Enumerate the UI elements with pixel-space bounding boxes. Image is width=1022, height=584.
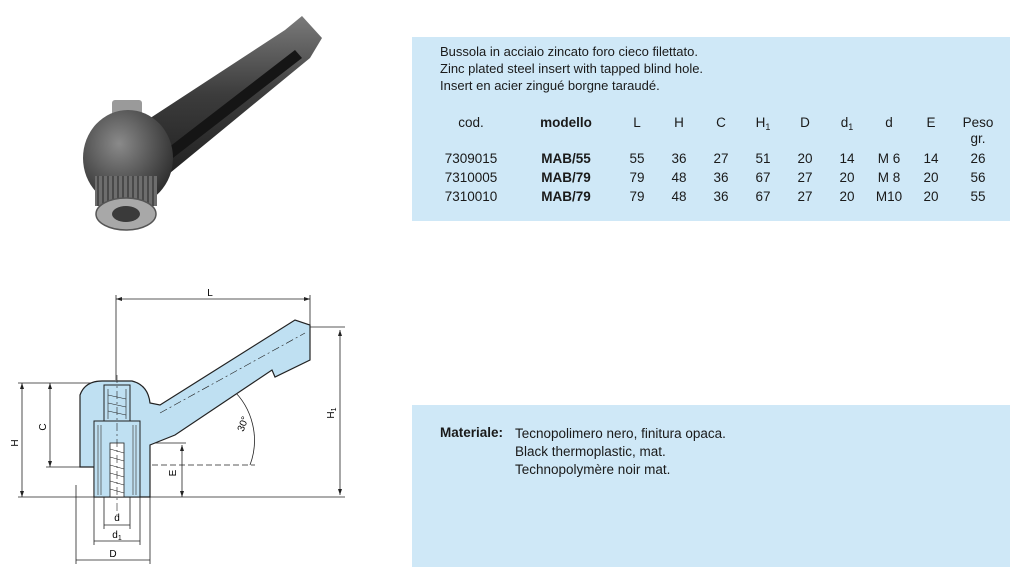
cell-C: 36 (713, 170, 729, 185)
spec-table (426, 115, 1004, 206)
header-L: L (633, 115, 641, 130)
dim-H: H (10, 439, 21, 447)
header-H: H (674, 115, 684, 130)
material-label: Materiale: (440, 425, 504, 440)
cell-H: 48 (671, 170, 687, 185)
cell-D: 27 (797, 170, 813, 185)
spec-table-header (426, 115, 1004, 149)
description-line: Insert en acier zingué borgne taraudé. (440, 78, 660, 93)
dim-D: D (109, 549, 117, 560)
header-cod: cod. (458, 115, 484, 130)
cell-E: 20 (923, 189, 939, 204)
dim-L: L (207, 288, 213, 299)
material-line: Tecnopolimero nero, finitura opaca. (515, 426, 726, 441)
cell-peso: 26 (970, 151, 986, 166)
header-d: d (885, 115, 893, 130)
cell-L: 79 (629, 189, 645, 204)
description-line: Zinc plated steel insert with tapped blind hole. (440, 61, 704, 76)
header-d1: $d_1$ (840, 115, 854, 132)
cell-D: 20 (797, 151, 813, 166)
dim-d1: $d_1$ (112, 530, 122, 542)
description (440, 43, 703, 94)
cell-H1: 51 (755, 151, 771, 166)
cell-d1: 14 (839, 151, 855, 166)
header-H1: $H_1$ (755, 115, 771, 132)
cell-cod: 7309015 (444, 151, 498, 166)
material-line: Black thermoplastic, mat. (515, 444, 666, 459)
cell-d: M10 (875, 189, 903, 204)
material-panel (412, 405, 1010, 567)
dim-E: E (168, 469, 179, 477)
header-E: E (926, 115, 936, 130)
cell-E: 20 (923, 170, 939, 185)
cell-modello: MAB/55 (541, 151, 591, 166)
spec-panel (412, 37, 1010, 221)
material-lines (515, 425, 726, 479)
cell-D: 27 (797, 189, 813, 204)
cell-L: 79 (629, 170, 645, 185)
cell-H: 36 (671, 151, 687, 166)
description-line: Bussola in acciaio zincato foro cieco filettato. (440, 44, 698, 59)
cell-C: 27 (713, 151, 729, 166)
technical-drawing (10, 285, 360, 580)
product-photo (40, 8, 330, 248)
cell-H1: 67 (755, 189, 771, 204)
cell-modello: MAB/79 (541, 170, 591, 185)
cell-d1: 20 (839, 189, 855, 204)
dim-angle: 30° (235, 415, 252, 434)
cell-d: M 8 (877, 170, 901, 185)
header-peso: Peso gr. (962, 115, 994, 146)
header-D: D (800, 115, 810, 130)
cell-cod: 7310005 (444, 170, 498, 185)
table-row (426, 168, 1004, 187)
table-row (426, 187, 1004, 206)
dim-C: C (38, 423, 49, 431)
header-C: C (716, 115, 726, 130)
cell-L: 55 (629, 151, 645, 166)
cell-peso: 55 (970, 189, 986, 204)
cell-E: 14 (923, 151, 939, 166)
cell-d: M 6 (877, 151, 901, 166)
cell-peso: 56 (970, 170, 986, 185)
cell-cod: 7310010 (444, 189, 498, 204)
header-modello: modello (540, 115, 592, 130)
material-line: Technopolymère noir mat. (515, 462, 671, 477)
cell-modello: MAB/79 (541, 189, 591, 204)
cell-H: 48 (671, 189, 687, 204)
dim-d: d (114, 513, 120, 524)
table-row (426, 149, 1004, 168)
dim-H1: $H_1$ (326, 407, 338, 419)
cell-C: 36 (713, 189, 729, 204)
cell-H1: 67 (755, 170, 771, 185)
cell-d1: 20 (839, 170, 855, 185)
